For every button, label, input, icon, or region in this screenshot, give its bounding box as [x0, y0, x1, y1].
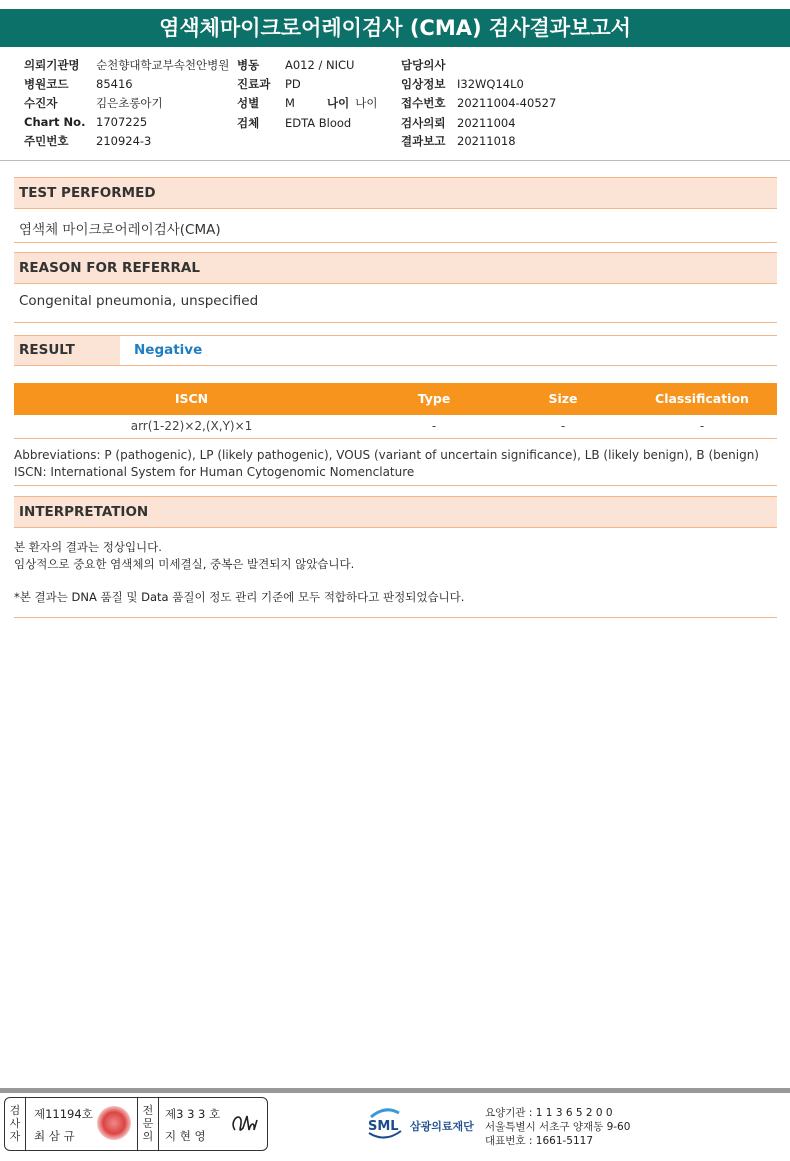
divider: [14, 485, 777, 486]
report-date-label: 결과보고: [401, 134, 446, 148]
ward-label: 병동: [237, 58, 260, 72]
interpretation-line: 임상적으로 중요한 염색체의 미세결실, 중복은 발견되지 않았습니다.: [14, 557, 355, 571]
resident-no-row: [24, 133, 151, 149]
abbreviations-text: Abbreviations: P (pathogenic), LP (likely pathogenic), VOUS (variant of uncertain significance), LB (likely benign), B (benign): [14, 448, 759, 462]
cell-type: -: [431, 419, 437, 433]
col-classification: Classification: [655, 391, 749, 406]
sex-row: [237, 95, 377, 111]
physician-label: 담당의사: [401, 58, 446, 72]
clinical-info-label: 임상정보: [401, 77, 446, 91]
tester-name: 최 삼 규: [34, 1129, 75, 1143]
accession-label: 접수번호: [401, 96, 446, 110]
cell-size: -: [560, 419, 566, 433]
institution-phone: 대표번호 : 1661-5117: [485, 1135, 594, 1147]
request-date-row: [401, 115, 516, 131]
age-value: 나이: [355, 96, 378, 110]
hospital-code-value: 85416: [96, 77, 133, 91]
sex-value: M: [285, 96, 295, 110]
report-title: 염색체마이크로어레이검사 (CMA) 검사결과보고서: [0, 9, 790, 47]
request-date-label: 검사의뢰: [401, 116, 446, 130]
hospital-code-label: 병원코드: [24, 77, 69, 91]
specialist-label: 전문의: [142, 1104, 154, 1143]
interpretation-line: 본 환자의 결과는 정상입니다.: [14, 540, 162, 554]
physician-row: [401, 57, 457, 73]
institution-code: 요양기관 : 1 1 3 6 5 2 0 0: [485, 1107, 613, 1119]
clinical-info-value: I32WQ14L0: [457, 77, 524, 91]
hospital-code-row: [24, 76, 133, 92]
org-name: 삼광의료재단: [410, 1120, 474, 1133]
request-date-value: 20211004: [457, 116, 516, 130]
reason-heading: REASON FOR REFERRAL: [14, 252, 777, 284]
accession-value: 20211004-40527: [457, 96, 557, 110]
iscn-definition-text: ISCN: International System for Human Cytogenomic Nomenclature: [14, 465, 415, 479]
divider: [14, 242, 777, 243]
hospital-name-label: 의뢰기관명: [24, 58, 80, 72]
resident-no-label: 주민번호: [24, 134, 69, 148]
divider: [14, 617, 777, 618]
result-table-header: [14, 383, 777, 415]
patient-value: 김은초롱아기: [96, 96, 163, 110]
tester-license: 제11194호: [34, 1107, 93, 1121]
department-row: [237, 76, 301, 92]
specialist-label-cell: [137, 1098, 159, 1150]
report-date-row: [401, 133, 516, 149]
specialist-name: 지 현 영: [165, 1129, 206, 1143]
chart-no-row: [24, 115, 147, 129]
patient-label: 수진자: [24, 96, 58, 110]
report-date-value: 20211018: [457, 134, 516, 148]
tester-label: 검사자: [9, 1104, 21, 1143]
department-value: PD: [285, 77, 301, 91]
age-label: 나이: [327, 96, 350, 110]
ward-row: [237, 57, 354, 73]
ward-value: A012 / NICU: [285, 58, 355, 72]
specimen-label: 검체: [237, 116, 260, 130]
hospital-name-value: 순천향대학교부속천안병원: [96, 58, 230, 72]
chart-no-label: Chart No.: [24, 115, 86, 129]
sex-label: 성별: [237, 96, 260, 110]
department-label: 진료과: [237, 77, 271, 91]
clinical-info-row: [401, 76, 524, 92]
col-iscn: ISCN: [174, 391, 209, 406]
test-performed-heading: TEST PERFORMED: [14, 177, 777, 209]
chart-no-value: 1707225: [96, 115, 148, 129]
sml-logo-text: SML: [368, 1119, 399, 1134]
resident-no-value: 210924-3: [96, 134, 152, 148]
table-row: [14, 415, 777, 439]
institution-address: 서울특별시 서초구 양재동 9-60: [485, 1121, 631, 1133]
tester-label-cell: [5, 1098, 26, 1150]
reason-text: Congenital pneumonia, unspecified: [19, 293, 259, 309]
specimen-value: EDTA Blood: [285, 116, 352, 130]
test-performed-text: 염색체 마이크로어레이검사(CMA): [19, 222, 221, 238]
col-size: Size: [548, 391, 578, 406]
interpretation-heading: INTERPRETATION: [14, 496, 777, 528]
cell-classification: -: [699, 419, 705, 433]
result-value: Negative: [120, 335, 777, 366]
interpretation-note: *본 결과는 DNA 품질 및 Data 품질이 정도 관리 기준에 모두 적합하다고 판정되었습니다.: [14, 590, 465, 604]
result-label: RESULT: [14, 335, 120, 366]
signature-mark: [227, 1108, 263, 1140]
cell-iscn: arr(1-22)×2,(X,Y)×1: [130, 419, 253, 433]
specialist-license: 제3 3 3 호: [165, 1107, 221, 1121]
divider: [14, 322, 777, 323]
footer-divider: [0, 1088, 790, 1093]
seal-stamp: [97, 1106, 131, 1140]
sml-logo-icon: [365, 1103, 405, 1143]
signature-box: [4, 1097, 268, 1151]
hospital-name-row: [24, 57, 229, 73]
patient-row: [24, 95, 163, 111]
header-divider: [0, 160, 790, 161]
accession-row: [401, 95, 556, 111]
col-type: Type: [417, 391, 451, 406]
specimen-row: [237, 115, 351, 131]
